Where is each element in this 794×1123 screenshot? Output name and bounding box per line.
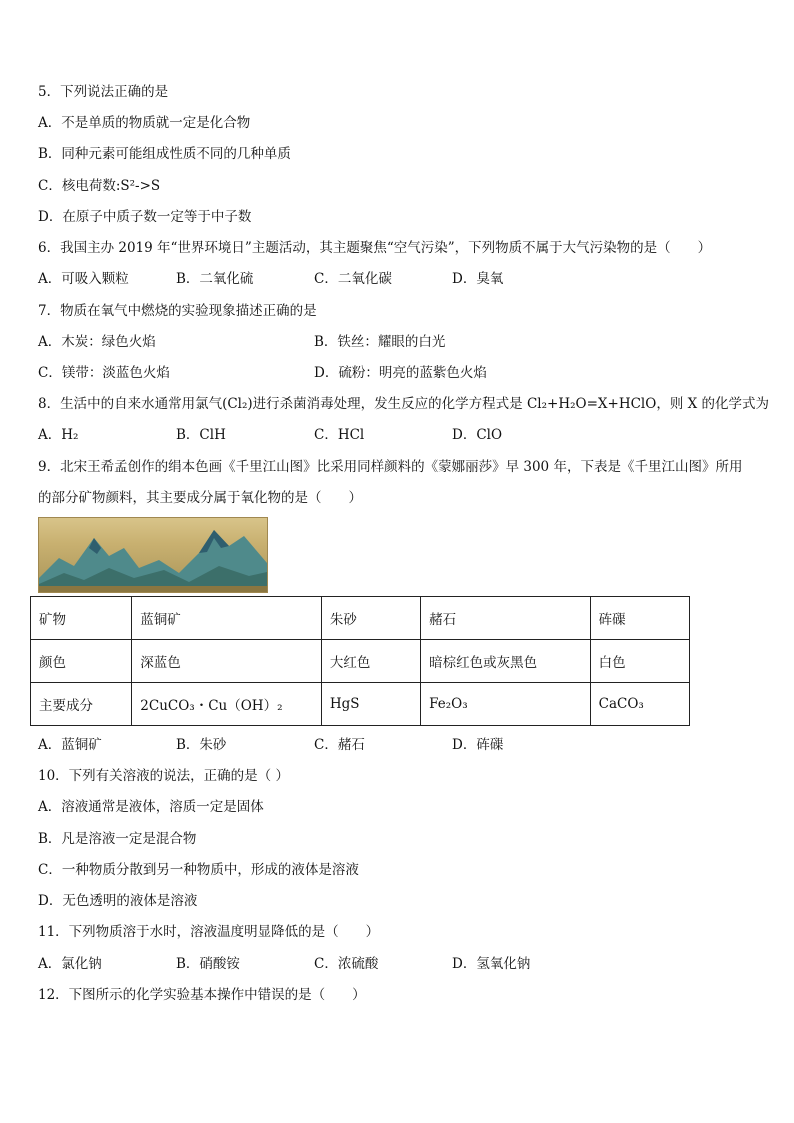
q5-option-d: D．在原子中质子数一定等于中子数 xyxy=(38,209,252,225)
q7-option-d: D．硫粉：明亮的蓝紫色火焰 xyxy=(314,365,487,381)
table-cell: 颜色 xyxy=(31,640,132,683)
table-cell: 大红色 xyxy=(321,640,420,683)
q5-option-a: A．不是单质的物质就一定是化合物 xyxy=(38,115,251,131)
q9-option-c: C．赭石 xyxy=(314,737,365,753)
q9-option-a: A．蓝铜矿 xyxy=(38,737,102,753)
mineral-pigment-table xyxy=(30,596,690,726)
table-cell: 主要成分 xyxy=(31,683,132,726)
q8-option-c: C．HCl xyxy=(314,427,365,443)
q7-option-c: C．镁带：淡蓝色火焰 xyxy=(38,365,170,381)
table-cell: 2CuCO₃・Cu（OH）₂ xyxy=(132,683,322,726)
q11-stem: 11．下列物质溶于水时，溶液温度明显降低的是（ ） xyxy=(38,924,380,940)
q5-stem: 5．下列说法正确的是 xyxy=(38,84,169,100)
mountain-landscape-illustration xyxy=(39,518,267,592)
landscape-painting-image xyxy=(38,517,268,593)
table-cell: 深蓝色 xyxy=(132,640,322,683)
q8-option-d: D．ClO xyxy=(452,427,503,443)
q11-option-b: B．硝酸铵 xyxy=(176,956,240,972)
q12-stem: 12．下图所示的化学实验基本操作中错误的是（ ） xyxy=(38,987,366,1003)
table-cell: 蓝铜矿 xyxy=(132,597,322,640)
table-cell: 朱砂 xyxy=(321,597,420,640)
table-cell: CaCO₃ xyxy=(590,683,689,726)
q6-option-a: A．可吸入颗粒 xyxy=(38,271,129,287)
q6-option-c: C．二氧化碳 xyxy=(314,271,392,287)
q10-stem: 10．下列有关溶液的说法，正确的是（ ） xyxy=(38,768,289,784)
q5-option-c: C．核电荷数:S²->S xyxy=(38,178,161,194)
q10-option-c: C．一种物质分散到另一种物质中，形成的液体是溶液 xyxy=(38,862,359,878)
q10-option-b: B．凡是溶液一定是混合物 xyxy=(38,831,197,847)
q6-option-b: B．二氧化硫 xyxy=(176,271,254,287)
q9-option-b: B．朱砂 xyxy=(176,737,227,753)
q10-option-a: A．溶液通常是液体，溶质一定是固体 xyxy=(38,799,264,815)
q7-option-a: A．木炭：绿色火焰 xyxy=(38,334,156,350)
q6-option-d: D．臭氧 xyxy=(452,271,504,287)
table-cell: 赭石 xyxy=(421,597,591,640)
q9-stem-line1: 9．北宋王希孟创作的绢本色画《千里江山图》比采用同样颜料的《蒙娜丽莎》早 300 年，下表是《千里江山图》所用 xyxy=(38,459,743,475)
q11-option-a: A．氯化钠 xyxy=(38,956,102,972)
q11-option-d: D．氢氧化钠 xyxy=(452,956,531,972)
table-row xyxy=(31,683,690,726)
table-cell: 矿物 xyxy=(31,597,132,640)
q9-option-d: D．砗磲 xyxy=(452,737,504,753)
table-cell: Fe₂O₃ xyxy=(421,683,591,726)
table-row xyxy=(31,597,690,640)
q8-stem: 8．生活中的自来水通常用氯气(Cl₂)进行杀菌消毒处理，发生反应的化学方程式是 Cl₂+H₂O=X+HClO，则 X 的化学式为 xyxy=(38,396,770,412)
table-cell: 白色 xyxy=(590,640,689,683)
q8-option-a: A．H₂ xyxy=(38,427,79,443)
q9-stem-line2: 的部分矿物颜料，其主要成分属于氧化物的是（ ） xyxy=(38,490,362,506)
q7-option-b: B．铁丝：耀眼的白光 xyxy=(314,334,446,350)
table-cell: HgS xyxy=(321,683,420,726)
table-cell: 砗磲 xyxy=(590,597,689,640)
q5-option-b: B．同种元素可能组成性质不同的几种单质 xyxy=(38,146,291,162)
q7-stem: 7．物质在氧气中燃烧的实验现象描述正确的是 xyxy=(38,303,317,319)
table-row xyxy=(31,640,690,683)
table-cell: 暗棕红色或灰黑色 xyxy=(421,640,591,683)
q6-stem: 6．我国主办 2019 年“世界环境日”主题活动，其主题聚焦“空气污染”，下列物质不属于大气污染物的是（ ） xyxy=(38,240,712,256)
q8-option-b: B．ClH xyxy=(176,427,226,443)
q10-option-d: D．无色透明的液体是溶液 xyxy=(38,893,198,909)
q11-option-c: C．浓硫酸 xyxy=(314,956,379,972)
